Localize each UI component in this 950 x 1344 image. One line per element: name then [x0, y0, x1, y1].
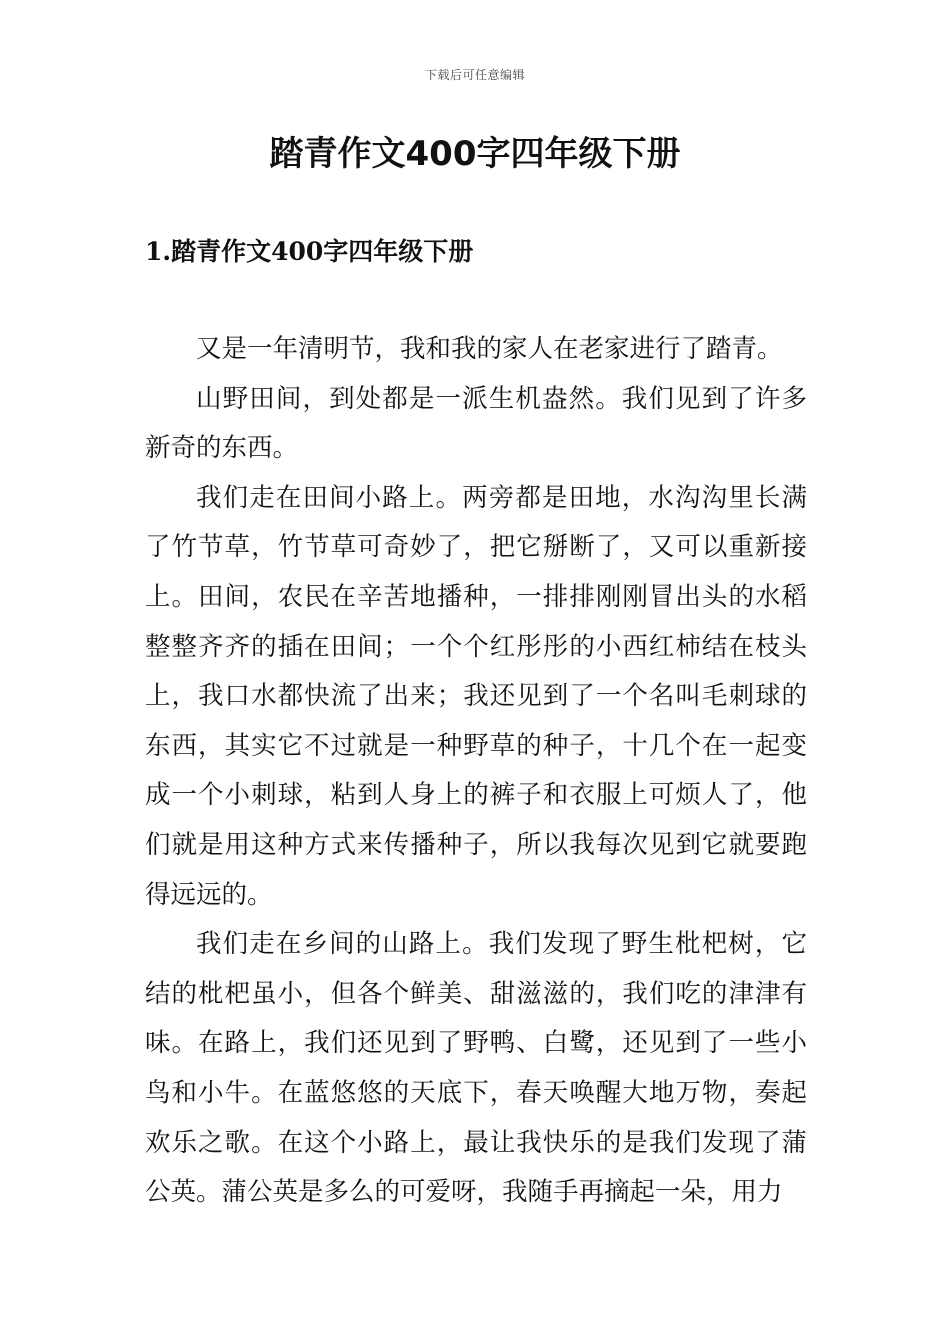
- paragraph: 山野田间，到处都是一派生机盎然。我们见到了许多新奇的东西。: [145, 383, 807, 464]
- paragraph: 又是一年清明节，我和我的家人在老家进行了踏青。: [196, 334, 783, 364]
- document-title: 踏青作文400字四年级下册: [269, 134, 681, 174]
- paragraph: 我们走在乡间的山路上。我们发现了野生枇杷树，它结的枇杷虽小，但各个鲜美、甜滋滋的，我们吃的津津有味。在路上，我们还见到了野鸭、白鹭，还见到了一些小鸟和小牛。在蓝悠悠的天底下，春天唤醒大地万物，奏起欢乐之歌。在这个小路上，最让我快乐的是我们发现了蒲公英。蒲公英是多么的可爱呀，我随手再摘起一朵，用力: [145, 929, 807, 1208]
- header-note: 下载后可任意编辑: [424, 68, 525, 82]
- section-heading: 1.踏青作文400字四年级下册: [145, 237, 474, 266]
- paragraph: 我们走在田间小路上。两旁都是田地，水沟沟里长满了竹节草，竹节草可奇妙了，把它掰断了，又可以重新接上。田间，农民在辛苦地播种，一排排刚刚冒出头的水稻整整齐齐的插在田间；一个个红彤彤的小西红柿结在枝头上，我口水都快流了出来；我还见到了一个名叫毛刺球的东西，其实它不过就是一种野草的种子，十几个在一起变成一个小刺球，粘到人身上的裤子和衣服上可烦人了，他们就是用这种方式来传播种子，所以我每次见到它就要跑得远远的。: [145, 482, 807, 910]
- essay-body: [145, 325, 807, 1218]
